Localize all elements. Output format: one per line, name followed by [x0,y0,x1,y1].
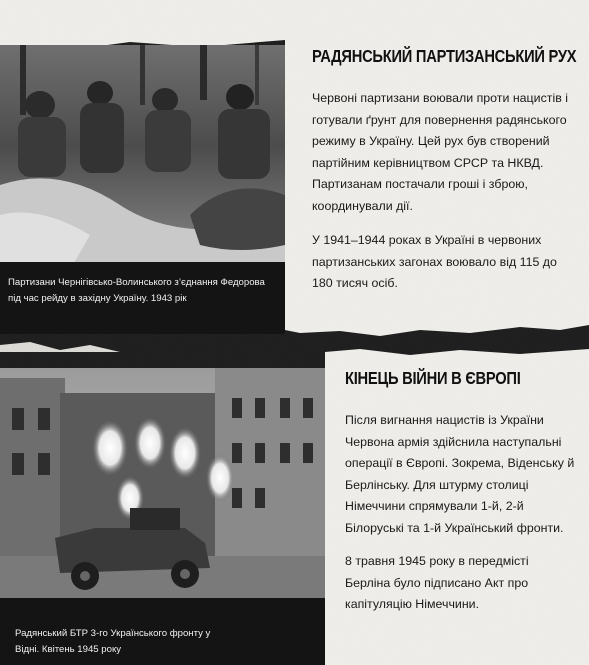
section2-paragraph-2: 8 травня 1945 року в передмісті Берліна було підписано Акт про капітуляцію Німеччини. [345,554,529,611]
partisans-photo-image [0,45,285,270]
section1-paragraph-1: Червоні партизани воювали проти нацистів і готували ґрунт для повернення радянського режиму в Україну. Цей рух був створений партійним керівництвом СРСР та НКВД. Партизанам постачали гроші і зброю, координували дії. [312,91,568,213]
partisans-photo [0,45,285,270]
partisans-photo-caption: Партизани Чернігівсько-Волинського з’єднання Федорова під час рейду в західну Україну. 1943 рік [8,277,265,304]
section1-title: РАДЯНСЬКИЙ ПАРТИЗАНСЬКИЙ РУХ [312,46,577,66]
vienna-photo-caption: Радянський БТР 3-го Українського фронту у Відні. Квітень 1945 року [15,628,211,655]
section2-paragraph-1: Після вигнання нацистів із України Червона армія здійснила наступальні операції в Європі. Зокрема, Віденську й Берлінську. Для штурму столиці Німеччини спрямували 1-й, 2-й Білоруські та 1-й Український фронти. [345,413,575,535]
section2-title: КІНЕЦЬ ВІЙНИ В ЄВРОПІ [345,368,521,388]
vienna-photo [0,368,325,600]
vienna-photo-image [0,368,325,600]
section1-paragraph-2: У 1941–1944 роках в Україні в червоних партизанських загонах воювало від 115 до 180 тисяч осіб. [312,233,557,290]
